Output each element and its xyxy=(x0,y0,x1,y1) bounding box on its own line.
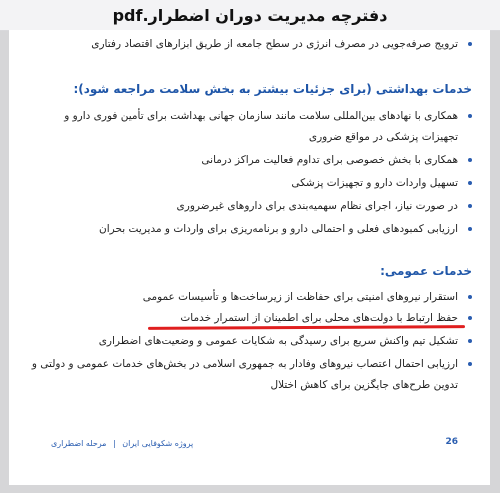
bullet-icon xyxy=(468,362,472,366)
list-item xyxy=(27,287,472,308)
footer-section: مرحله اضطراری xyxy=(51,439,107,448)
bullet-icon xyxy=(468,42,472,46)
list-item-text: استقرار نیروهای امنیتی برای حفاظت از زیرساخت‌ها و تأسیسات عمومی xyxy=(142,291,458,303)
bullet-icon xyxy=(468,339,472,343)
list-item-text: در صورت نیاز، اجرای نظام سهمیه‌بندی برای داروهای غیرضروری xyxy=(176,200,458,212)
list-item-text: ارزیابی احتمال اعتصاب نیروهای وفادار به جمهوری اسلامی در بخش‌های خدمات عمومی و دولتی و تدوین طرح‌های جایگزین برای کاهش اختلال xyxy=(31,358,458,391)
list-item-text: حفظ ارتباط با دولت‌های محلی برای اطمینان از استمرار خدمات xyxy=(180,312,458,324)
public-heading: خدمات عمومی: xyxy=(380,264,472,278)
bullet-icon xyxy=(468,181,472,185)
bullet-icon xyxy=(468,204,472,208)
list-item-text: تسهیل واردات دارو و تجهیزات پزشکی xyxy=(291,177,458,189)
bullet-icon xyxy=(468,114,472,118)
pdf-page xyxy=(9,30,490,485)
health-list xyxy=(27,106,472,240)
list-item xyxy=(27,106,472,148)
bullet-icon xyxy=(468,158,472,162)
bullet-icon xyxy=(468,316,472,320)
list-item-text: همکاری با بخش خصوصی برای تداوم فعالیت مراکز درمانی xyxy=(201,154,458,166)
intro-list xyxy=(27,34,472,55)
list-item-text: تشکیل تیم واکنش سریع برای رسیدگی به شکایات عمومی و وضعیت‌های اضطراری xyxy=(98,335,458,347)
list-item xyxy=(27,150,472,171)
document-title: دفترچه مدیریت دوران اضطرار.pdf xyxy=(112,5,388,25)
footer-label xyxy=(51,439,193,448)
list-item xyxy=(27,219,472,240)
public-list xyxy=(27,287,472,396)
list-item xyxy=(27,196,472,217)
list-item xyxy=(27,34,472,55)
footer-project: پروژه شکوفایی ایران xyxy=(122,439,194,448)
bullet-icon xyxy=(468,227,472,231)
health-heading: خدمات بهداشتی (برای جزئیات بیشتر به بخش سلامت مراجعه شود): xyxy=(73,82,472,96)
list-item-text: ارزیابی کمبودهای فعلی و احتمالی دارو و برنامه‌ریزی برای واردات و مدیریت بحران xyxy=(99,223,458,235)
list-item xyxy=(27,354,472,396)
bullet-icon xyxy=(468,295,472,299)
list-item-text: همکاری با نهادهای بین‌المللی سلامت مانند سازمان جهانی بهداشت برای تأمین فوری دارو و تجهیزات پزشکی در مواقع ضروری xyxy=(64,110,458,143)
list-item xyxy=(27,331,472,352)
window-titlebar xyxy=(0,0,500,31)
list-item-text: ترویج صرفه‌جویی در مصرف انرژی در سطح جامعه از طریق ابزارهای اقتصاد رفتاری xyxy=(91,38,458,50)
page-number: 26 xyxy=(445,437,458,447)
list-item xyxy=(27,173,472,194)
footer-separator: | xyxy=(113,439,116,448)
